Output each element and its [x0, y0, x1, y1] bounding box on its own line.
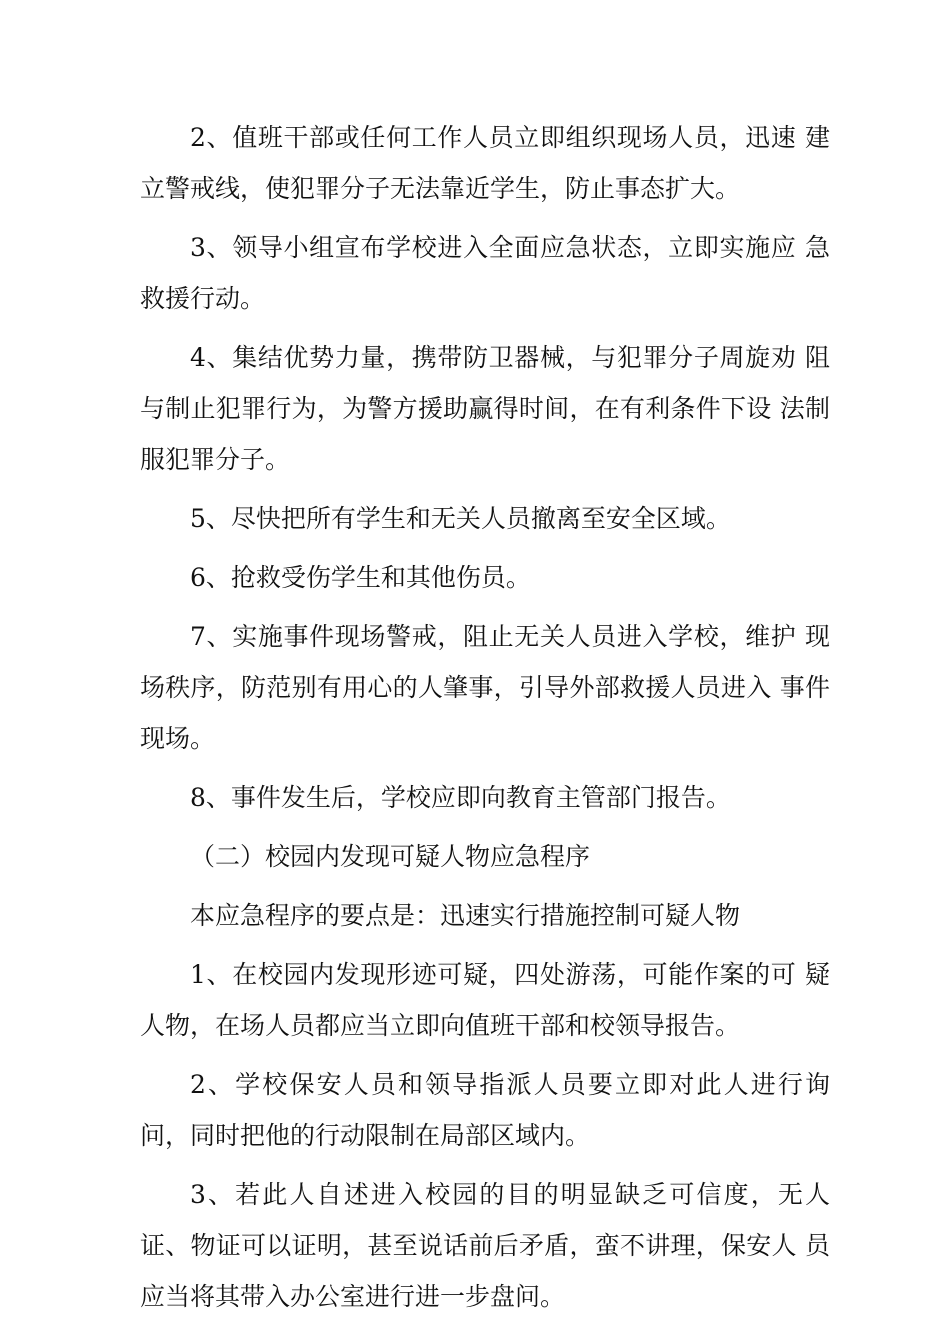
section-heading: （二）校园内发现可疑人物应急程序 [190, 842, 591, 871]
paragraph-2: 3、领导小组宣布学校进入全面应急状态，立即实施应 急救援行动。 [140, 233, 830, 313]
document-body [140, 112, 830, 1330]
paragraph-3: 4、集结优势力量，携带防卫器械，与犯罪分子周旋劝 阻与制止犯罪行为，为警方援助赢得时间，在有利条件下设 法制服犯罪分子。 [140, 343, 830, 474]
paragraph-9: 2、学校保安人员和领导指派人员要立即对此人进行询 问，同时把他的行动限制在局部区域内。 [140, 1070, 830, 1150]
paragraph-8: 1、在校园内发现形迹可疑，四处游荡，可能作案的可 疑人物，在场人员都应当立即向值班干部和校领导报告。 [140, 960, 830, 1040]
paragraph-6: 7、实施事件现场警戒，阻止无关人员进入学校，维护 现场秩序，防范别有用心的人肇事，引导外部救援人员进入 事件现场。 [140, 622, 830, 753]
paragraph-5: 6、抢救受伤学生和其他伤员。 [190, 563, 531, 592]
paragraph-summary: 本应急程序的要点是：迅速实行措施控制可疑人物 [190, 901, 741, 930]
paragraph-1: 2、值班干部或任何工作人员立即组织现场人员，迅速 建立警戒线，使犯罪分子无法靠近学生，防止事态扩大。 [140, 123, 830, 203]
paragraph-4: 5、尽快把所有学生和无关人员撤离至安全区域。 [190, 504, 731, 533]
paragraph-10: 3、若此人自述进入校园的目的明显缺乏可信度，无人 证、物证可以证明，甚至说话前后矛盾，蛮不讲理，保安人 员应当将其带入办公室进行进一步盘问。 [140, 1180, 830, 1311]
paragraph-7: 8、事件发生后，学校应即向教育主管部门报告。 [190, 783, 731, 812]
